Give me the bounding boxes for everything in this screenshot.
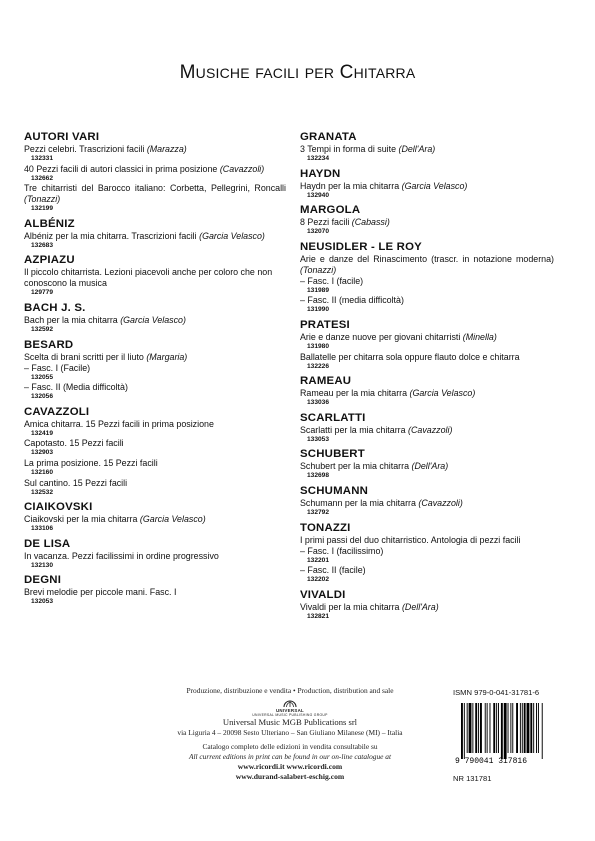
editor-name: (Garcia Velasco) — [199, 230, 265, 241]
composer-entry — [300, 448, 554, 481]
work-title — [24, 164, 286, 175]
work-title-text: Schumann per la mia chitarra — [300, 497, 419, 508]
composer-heading: TONAZZI — [300, 521, 351, 534]
catalogue-code: 133106 — [31, 525, 54, 533]
editor-name: (Tonazzi) — [24, 194, 61, 205]
composer-heading: PRATESI — [300, 318, 350, 331]
barcode-bar — [522, 703, 523, 753]
work-title-text: Albéniz per la mia chitarra. Trascrizioni facili — [24, 230, 200, 241]
work-title — [24, 144, 286, 155]
page-title-text: MUSICHE FACILI PER CHITARRA — [179, 62, 416, 83]
editor-name: (Margaria) — [146, 351, 188, 362]
barcode-bar — [527, 703, 530, 753]
publisher-logo — [150, 698, 430, 717]
barcode-bar — [469, 703, 472, 753]
catalogue-code: 132821 — [307, 612, 330, 620]
publisher-footer — [150, 686, 430, 782]
catalogue-note-en: All current editions in print can be found in our on-line catalogue at — [188, 752, 392, 761]
work-title-text: Il piccolo chitarrista. Lezioni piacevoli anche per coloro che non conoscono la musica — [24, 267, 273, 289]
work-title-text: Arie e danze nuove per giovani chitarristi — [300, 331, 463, 342]
work-title — [24, 551, 286, 562]
catalogue-code: 132532 — [31, 488, 54, 496]
work-title-text: Rameau per la mia chitarra — [300, 388, 410, 399]
barcode-bar — [478, 703, 479, 753]
barcode-bar — [508, 703, 509, 753]
composer-entry — [24, 339, 286, 402]
work-title-text: – Fasc. II (media difficoltà) — [300, 295, 404, 306]
composer-heading: DE LISA — [24, 537, 71, 550]
catalogue-code: 132683 — [31, 241, 54, 249]
work-title-text: – Fasc. II (Media difficoltà) — [24, 382, 128, 393]
work-title — [24, 419, 286, 430]
work-title — [300, 352, 554, 363]
work-title — [300, 217, 554, 228]
catalogue-code: 131990 — [307, 306, 330, 314]
editor-name: (Cavazzoli) — [418, 497, 463, 508]
barcode-bar — [493, 703, 495, 753]
work-title-text: 40 Pezzi facili di autori classici in prima posizione — [24, 163, 220, 174]
work-title — [24, 231, 286, 242]
editor-name: (Cavazzoli) — [408, 424, 453, 435]
catalogue-column-right — [300, 131, 554, 621]
catalogue-code: 132199 — [31, 205, 54, 213]
catalogue-code: 132070 — [307, 228, 330, 236]
work-title-text: – Fasc. I (Facile) — [24, 362, 91, 373]
work-title-text: Scelta di brani scritti per il liuto — [24, 351, 147, 362]
barcode-bar — [538, 703, 539, 753]
work-title — [300, 461, 554, 472]
barcode-bar — [496, 703, 497, 753]
work-title — [24, 382, 286, 393]
catalogue-code: 133053 — [307, 435, 330, 443]
barcode-bar — [530, 703, 532, 753]
catalogue-code: 132698 — [307, 472, 330, 480]
work-title — [300, 388, 554, 399]
composer-heading: CIAIKOVSKI — [24, 501, 93, 514]
catalogue-code: 132055 — [31, 373, 54, 381]
work-title — [300, 144, 554, 155]
editor-name: (Garcia Velasco) — [120, 314, 186, 325]
catalogue-code: 132130 — [31, 561, 54, 569]
editor-name: (Dell'Ara) — [398, 144, 436, 154]
work-title — [300, 332, 554, 343]
catalogue-column-left — [24, 131, 286, 607]
composer-entry — [300, 241, 554, 315]
work-title-text: 3 Tempi in forma di suite — [300, 144, 399, 154]
work-title — [300, 276, 554, 287]
work-title — [24, 267, 286, 289]
work-title — [300, 181, 554, 192]
work-title — [300, 565, 554, 576]
work-title-text: La prima posizione. 15 Pezzi facili — [24, 457, 158, 468]
editor-name: (Tonazzi) — [300, 264, 337, 275]
barcode-bar — [485, 703, 486, 753]
catalogue-note-it: Catalogo completo delle edizioni in vendita consultabile su — [202, 742, 378, 751]
work-title — [300, 535, 554, 546]
composer-entry — [24, 218, 286, 251]
composer-entry — [300, 319, 554, 371]
catalogue-code: 132419 — [31, 429, 54, 437]
composer-heading: HAYDN — [300, 167, 341, 180]
work-title-text: Sul cantino. 15 Pezzi facili — [24, 477, 128, 488]
composer-heading: VIVALDI — [300, 588, 346, 601]
composer-entry — [300, 204, 554, 237]
logo-wordmark: UNIVERSAL — [275, 708, 305, 713]
composer-entry — [300, 168, 554, 201]
composer-entry — [300, 485, 554, 518]
composer-heading: SCARLATTI — [300, 411, 366, 424]
work-title — [24, 478, 286, 489]
composer-entry — [24, 501, 286, 534]
editor-name: (Garcia Velasco) — [139, 514, 206, 525]
composer-heading: RAMEAU — [300, 375, 352, 388]
publisher-address: via Liguria 4 – 20098 Sesto Ulteriano – San Giuliano Milanese (MI) – Italia — [177, 728, 403, 737]
editor-name: (Minella) — [462, 331, 497, 342]
work-title-text: Bach per la mia chitarra — [24, 314, 121, 325]
composer-heading: BESARD — [24, 338, 74, 351]
globe-icon — [283, 698, 297, 708]
work-title-text: Amica chitarra. 15 Pezzi facili in prima posizione — [24, 418, 214, 429]
barcode-bar — [501, 703, 503, 759]
work-title-text: Tre chitarristi del Barocco italiano: Corbetta, Pellegrini, Roncalli — [24, 183, 286, 194]
work-title — [24, 363, 286, 374]
composer-entry — [300, 589, 554, 622]
page-title — [0, 62, 595, 84]
catalogue-code: 131989 — [307, 286, 330, 294]
composer-heading: AUTORI VARI — [24, 131, 100, 143]
catalogue-code: 132592 — [31, 325, 54, 333]
editor-name: (Dell'Ara) — [411, 461, 449, 472]
catalogue-code: 132662 — [31, 174, 54, 182]
work-title-text: Ciaikovski per la mia chitarra — [24, 514, 140, 525]
composer-heading: SCHUMANN — [300, 484, 369, 497]
editor-name: (Garcia Velasco) — [409, 388, 476, 399]
barcode-bar — [504, 703, 507, 759]
work-title-text: Ballatelle per chitarra sola oppure flauto dolce e chitarra — [300, 351, 520, 362]
barcode-bar — [524, 703, 526, 753]
composer-heading: GRANATA — [300, 131, 357, 143]
barcode-bar — [475, 703, 477, 753]
catalogue-code: 132053 — [31, 598, 54, 606]
work-title-text: Scarlatti per la mia chitarra — [300, 424, 409, 435]
work-title-text: – Fasc. II (facile) — [300, 565, 366, 576]
barcode-bar — [490, 703, 491, 753]
barcode-bar — [542, 703, 543, 759]
work-title — [300, 546, 554, 557]
editor-name: (Marazza) — [146, 144, 187, 154]
barcode-bar — [464, 703, 465, 759]
catalogue-code: 132234 — [307, 155, 330, 162]
work-title — [24, 183, 286, 205]
barcode-bar — [498, 703, 499, 753]
work-title-text: In vacanza. Pezzi facilissimi in ordine progressivo — [24, 550, 219, 561]
work-title — [24, 587, 286, 598]
barcode-bar — [516, 703, 518, 753]
editor-name: (Cabassi) — [351, 217, 390, 228]
work-title — [300, 602, 554, 613]
work-title — [24, 438, 286, 449]
website-links[interactable]: www.ricordi.it www.ricordi.com — [237, 762, 343, 771]
catalogue-code: 132056 — [31, 393, 54, 401]
website-link-durand[interactable]: www.durand-salabert-eschig.com — [235, 772, 345, 781]
composer-entry — [300, 131, 554, 164]
barcode-bar — [536, 703, 537, 753]
composer-heading: NEUSIDLER - LE ROY — [300, 240, 422, 253]
composer-entry — [24, 302, 286, 335]
publisher-name: Universal Music MGB Publications srl — [222, 717, 358, 727]
work-title-text: Brevi melodie per piccole mani. Fasc. I — [24, 587, 177, 598]
barcode-bar — [480, 703, 482, 753]
work-title-text: Capotasto. 15 Pezzi facili — [24, 438, 124, 449]
editor-name: (Dell'Ara) — [401, 601, 439, 612]
composer-entry — [300, 522, 554, 585]
work-title-text: Vivaldi per la mia chitarra — [300, 601, 402, 612]
work-title — [24, 315, 286, 326]
composer-entry — [24, 538, 286, 571]
catalogue-number: NR 131781 — [453, 774, 492, 783]
composer-heading: ALBÉNIZ — [24, 217, 75, 230]
barcode-bar — [461, 703, 463, 759]
work-title-text: I primi passi del duo chitarristico. Antologia di pezzi facili — [300, 534, 521, 545]
composer-entry — [24, 254, 286, 298]
composer-heading: BACH J. S. — [24, 301, 86, 314]
catalogue-code: 132202 — [307, 576, 330, 584]
composer-entry — [24, 574, 286, 607]
composer-entry — [300, 412, 554, 445]
work-title — [24, 352, 286, 363]
barcode-bar — [510, 703, 511, 753]
barcode-digits: 9 790041 317816 — [455, 757, 528, 765]
catalogue-code: 133036 — [307, 399, 330, 407]
ismn-code: ISMN 979-0-041-31781-6 — [453, 688, 540, 697]
work-title-text: Schubert per la mia chitarra — [300, 461, 412, 472]
barcode-bar — [533, 703, 534, 753]
composer-heading: DEGNI — [24, 574, 62, 587]
work-title — [300, 498, 554, 509]
composer-heading: SCHUBERT — [300, 448, 365, 461]
composer-entry — [24, 131, 286, 214]
composer-heading: CAVAZZOLI — [24, 405, 90, 418]
barcode-bar — [472, 703, 473, 753]
work-title — [300, 254, 554, 276]
catalogue-code: 131980 — [307, 342, 330, 350]
catalogue-code: 132792 — [307, 508, 330, 516]
catalogue-code: 132201 — [307, 556, 330, 564]
barcode-image — [453, 703, 565, 765]
editor-name: (Garcia Velasco) — [401, 180, 468, 191]
composer-heading: AZPIAZU — [24, 254, 75, 267]
barcode-bar — [512, 703, 513, 753]
catalogue-code: 132940 — [307, 191, 330, 199]
work-title-text: Haydn per la mia chitarra — [300, 180, 402, 191]
catalogue-code: 132160 — [31, 468, 54, 476]
work-title — [24, 514, 286, 525]
catalogue-code: 132331 — [31, 155, 54, 162]
composer-entry — [24, 406, 286, 497]
work-title-text: 8 Pezzi facili — [300, 217, 352, 228]
catalogue-code: 132226 — [307, 362, 330, 370]
editor-name: (Cavazzoli) — [219, 163, 265, 174]
work-title — [24, 458, 286, 469]
work-title-text: Arie e danze del Rinascimento (trascr. in notazione moderna) — [300, 253, 554, 264]
logo-subtitle: UNIVERSAL MUSIC PUBLISHING GROUP — [252, 713, 328, 717]
barcode-bar — [520, 703, 521, 753]
composer-entry — [300, 375, 554, 408]
work-title-text: Pezzi celebri. Trascrizioni facili — [24, 144, 147, 154]
barcode-bar — [487, 703, 488, 753]
catalogue-code: 129779 — [31, 289, 54, 297]
work-title — [300, 295, 554, 306]
work-title-text: – Fasc. I (facilissimo) — [300, 545, 384, 556]
work-title — [300, 425, 554, 436]
composer-heading: MARGOLA — [300, 204, 361, 217]
distribution-line: Produzione, distribuzione e vendita • Production, distribution and sale — [186, 686, 394, 695]
work-title-text: – Fasc. I (facile) — [300, 275, 364, 286]
barcode-bar — [467, 703, 468, 753]
barcode-block — [453, 688, 571, 783]
catalogue-code: 132903 — [31, 449, 54, 457]
